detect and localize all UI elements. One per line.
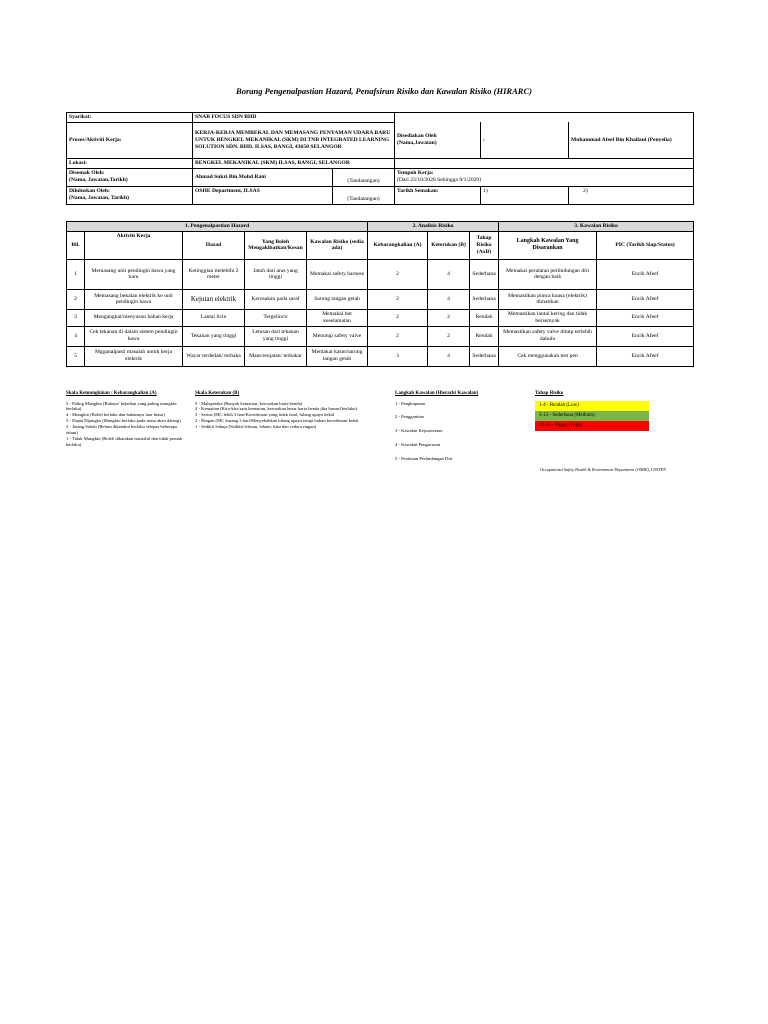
syarikat-value: SNAB FOCUS SDN BHD xyxy=(193,113,395,123)
section-pengenalpastian: 1. Pengenalpastian Hazard xyxy=(67,222,368,232)
cell-kawalan: Sarung tangan getah xyxy=(307,289,368,309)
cell-bil: 1 xyxy=(67,259,85,289)
cell-hazad: Kejutan elektrik xyxy=(183,289,245,309)
cell-keterukan: 4 xyxy=(428,346,470,366)
lokasi-label: Lokasi: xyxy=(67,158,193,168)
disediakan-colon: : xyxy=(481,122,569,158)
footnote: Occupational Safety Health & Environment Department (OSHE), UNITEN xyxy=(540,467,666,472)
col-keterukan: Keterukan (B) xyxy=(428,231,470,259)
legend-item: 5 - Malapetaka (Banyak kematian, kerosakan harta benda) xyxy=(195,400,303,406)
cell-kebarangkalian: 2 xyxy=(368,289,428,309)
risk-level-swatch: 5-12 - Sederhana (Medium) xyxy=(535,411,649,421)
col-kebarangkalian: Kebarangkalian (A) xyxy=(368,231,428,259)
cell-kawalan: Memakai safety harness xyxy=(307,259,368,289)
cell-keterukan: 4 xyxy=(428,259,470,289)
legend-item: 4 - Kematian (Kira-kira satu kematian, kerosakan besar harta benda jika hazard berlaku) xyxy=(195,406,358,412)
legend-item: 2 - Jarang Sekali (Belum diketahui berlaku selepas beberapa tahun) xyxy=(66,424,177,436)
cell-keterukan: 2 xyxy=(428,326,470,346)
cell-bil: 4 xyxy=(67,326,85,346)
cell-aktiviti: Memasang unit pendingin hawa yang baru xyxy=(85,259,183,289)
legend-tahap-title: Tahap Risiko xyxy=(535,391,564,396)
risk-level-swatch: 1-4 - Rendah (Low) xyxy=(535,401,649,411)
cell-tahap: Sederhana xyxy=(470,259,499,289)
legend-item: 3 - Dapat Dijangka (Mungkin berlaku pada masa akan datang) xyxy=(66,418,181,424)
cell-pic: Encik Afeef xyxy=(597,289,694,309)
cell-kesan: Kerosakan pada saraf xyxy=(245,289,307,309)
semakan-label: Tarikh Semakan: xyxy=(395,186,481,204)
legend-keterukan xyxy=(195,391,395,430)
tandatangan-1: (Tandatangan) xyxy=(333,168,395,186)
table-row xyxy=(67,326,694,346)
table-row xyxy=(67,346,694,366)
cell-pic: Encik Afeef xyxy=(597,259,694,289)
semakan-1: 1) xyxy=(481,186,569,204)
section-analisis: 2. Analisis Risiko xyxy=(368,222,499,232)
tempoh-value: (Dari 23/10/2020 Sehingga 8/1/2020) xyxy=(397,176,482,183)
cell-keterukan: 2 xyxy=(428,309,470,326)
cell-kebarangkalian: 2 xyxy=(368,309,428,326)
legend-item: 5 - Peralatan Perlindungan Diri xyxy=(395,456,453,462)
cell-aktiviti: Cek tekanan di dalam sistem pendingin hawa xyxy=(85,326,183,346)
cell-hazad: Wayar terdedah/ terbaka xyxy=(183,346,245,366)
cell-kesan: Tergelincir xyxy=(245,309,307,326)
disemak-value: Ahmad Sukri Bin Mohd Rani xyxy=(193,168,333,186)
legend-item: 4 - Kawalan Pengurusan xyxy=(395,442,441,448)
cell-kawalan: Memakai kasut/sarung tangan getah xyxy=(307,346,368,366)
legend-item: 2 - Ringan (MC kurang 3 hari/Menyebabkan hilang upaya tetapi bukan kecederaan kekal xyxy=(195,418,359,424)
section-kawalan: 3. Kawalan Risiko xyxy=(499,222,694,232)
col-kawalan: Kawalan Risiko (sedia ada) xyxy=(307,231,368,259)
semakan-2: 2) xyxy=(569,186,694,204)
col-hazad: Hazad xyxy=(183,231,245,259)
disediakan-value: Muhammad Afeef Bin Khailani (Penyelia) xyxy=(569,122,694,158)
col-bil: Bil. xyxy=(67,231,85,259)
col-pic: PIC (Tarikh Siap/Status) xyxy=(597,231,694,259)
proses-value: KERJA-KERJA MEMBEKAL DAN MEMASANG PENYAMAN UDARA BARU UNTUK BENGKEL MEKANIKAL (SKM) DI TNB INTEGRATED LEARNING SOLUTION SDN. BHD. ILSAS, BANGI, 43650 SELANGOR xyxy=(193,122,395,158)
cell-langkah: Memastikan lantai kering dan tidak bersemyak xyxy=(499,309,597,326)
col-langkah: Langkah Kawalan Yang Disarankan xyxy=(499,231,597,259)
cell-kesan: Maut/renjatan/ terbakar xyxy=(245,346,307,366)
syarikat-label: Syarikat: xyxy=(67,113,193,123)
legend-kemungkinan-title: Skala Kemungkinan / Kebarangkalian (A) xyxy=(66,391,157,396)
table-row xyxy=(67,259,694,289)
cell-hazad: Lantai licin xyxy=(183,309,245,326)
cell-tahap: Sederhana xyxy=(470,346,499,366)
cell-pic: Encik Afeef xyxy=(597,346,694,366)
page-title: Borang Pengenalpastian Hazard, Penafsiran Risiko dan Kawalan Risiko (HIRARC) xyxy=(236,86,532,96)
cell-langkah: Cek menggunakan test pen xyxy=(499,346,597,366)
cell-aktiviti: Mengangkat/menyusun bahan kerja xyxy=(85,309,183,326)
disemak-label: Disemak Oleh: (Nama, Jawatan,Tarikh) xyxy=(67,168,193,186)
cell-pic: Encik Afeef xyxy=(597,326,694,346)
cell-langkah: Memastikan punca kuasa (elektrik) dimatikan xyxy=(499,289,597,309)
legend-item: 2 - Penggantian xyxy=(395,414,424,420)
table-row xyxy=(67,289,694,309)
col-aktiviti: Aktiviti Kerja xyxy=(85,231,183,259)
tandatangan-2: (Tandatangan) xyxy=(333,186,395,204)
cell-tahap: Rendah xyxy=(470,309,499,326)
cell-kebarangkalian: 2 xyxy=(368,326,428,346)
table-row xyxy=(67,309,694,326)
cell-langkah: Memastikan safety valve ditutp terlebih dahulu xyxy=(499,326,597,346)
legend-item: 5 - Paling Mungkin (Bahaya/ kejadian yang paling mungkin berlaku) xyxy=(66,400,177,412)
legend-keterukan-title: Skala Keterukan (B) xyxy=(195,391,240,396)
legend-item: 1 - Tidak Mungkin (Boleh dikatakan mustahil dan tidak pernah berlaku) xyxy=(66,436,182,448)
risk-level-swatch: 15-25 - Tinggi (High) xyxy=(535,421,649,431)
cell-langkah: Memakai peralatan perlindungan diri dengan baik xyxy=(499,259,597,289)
proses-label: Proses/Aktiviti Kerja: xyxy=(67,122,193,158)
cell-kawalan: Menutup safety valve xyxy=(307,326,368,346)
cell-bil: 5 xyxy=(67,346,85,366)
legend-item: 3 - Serius (MC lebih 3 hari/Kecederaan yang tidak fatal, hilang upaya kekal xyxy=(195,412,335,418)
cell-kawalan: Memakai but keselamatan xyxy=(307,309,368,326)
legend-kemungkinan xyxy=(66,391,186,448)
cell-hazad: Ketinggian melebihi 2 meter xyxy=(183,259,245,289)
cell-kebarangkalian: 3 xyxy=(368,346,428,366)
cell-kebarangkalian: 2 xyxy=(368,259,428,289)
cell-aktiviti: Memasang bekalan elektrik ke unit pendingin hawa xyxy=(85,289,183,309)
legend-item: 3 - Kawalan Kejuruteraan xyxy=(395,428,443,434)
cell-bil: 3 xyxy=(67,309,85,326)
legend-langkah-title: Langkah Kawalan (Hierarki Kawalan) xyxy=(395,391,479,396)
legend-tahap xyxy=(535,391,649,431)
diluluskan-value: OSHE Department, ILSAS xyxy=(193,186,333,204)
diluluskan-label: Diluluskan Oleh: (Nama, Jawatan, Tarikh) xyxy=(67,186,193,204)
col-kesan: Yang Boleh Mengakibatkan/Kesan xyxy=(245,231,307,259)
tempoh-label: Tempoh Kerja: xyxy=(397,169,434,176)
disediakan-label: Disediakan Oleh (Nama,Jawatan) xyxy=(395,122,481,158)
legend-item: 1 - Penghapusan xyxy=(395,400,426,406)
legend-item: 4 - Mungkin (Boleh berlaku dan bukannya luar biasa) xyxy=(66,412,165,418)
legend-item: 1 - Sedikit Sahaja (Sedikit lelasan, lebam, luka dan cedera ringan) xyxy=(195,424,317,430)
cell-bil: 2 xyxy=(67,289,85,309)
lokasi-value: BENGKEL MEKANIKAL (SKM) ILSAS, BANGI, SELANGOR xyxy=(193,158,395,168)
cell-hazad: Tekanan yang tinggi xyxy=(183,326,245,346)
cell-tahap: Rendah xyxy=(470,326,499,346)
hirarc-table xyxy=(66,221,694,367)
cell-kesan: Jatuh dari aras yang tinggi xyxy=(245,259,307,289)
cell-aktiviti: Mgganalpasti masalah untuk kerja elektrik xyxy=(85,346,183,366)
legend-langkah xyxy=(395,391,525,462)
cell-kesan: Letusan dari tekanan yang tinggi xyxy=(245,326,307,346)
cell-keterukan: 4 xyxy=(428,289,470,309)
header-table xyxy=(66,112,694,205)
col-tahap: Tahap Risiko (AxB) xyxy=(470,231,499,259)
cell-pic: Encik Afeef xyxy=(597,309,694,326)
cell-tahap: Sederhana xyxy=(470,289,499,309)
